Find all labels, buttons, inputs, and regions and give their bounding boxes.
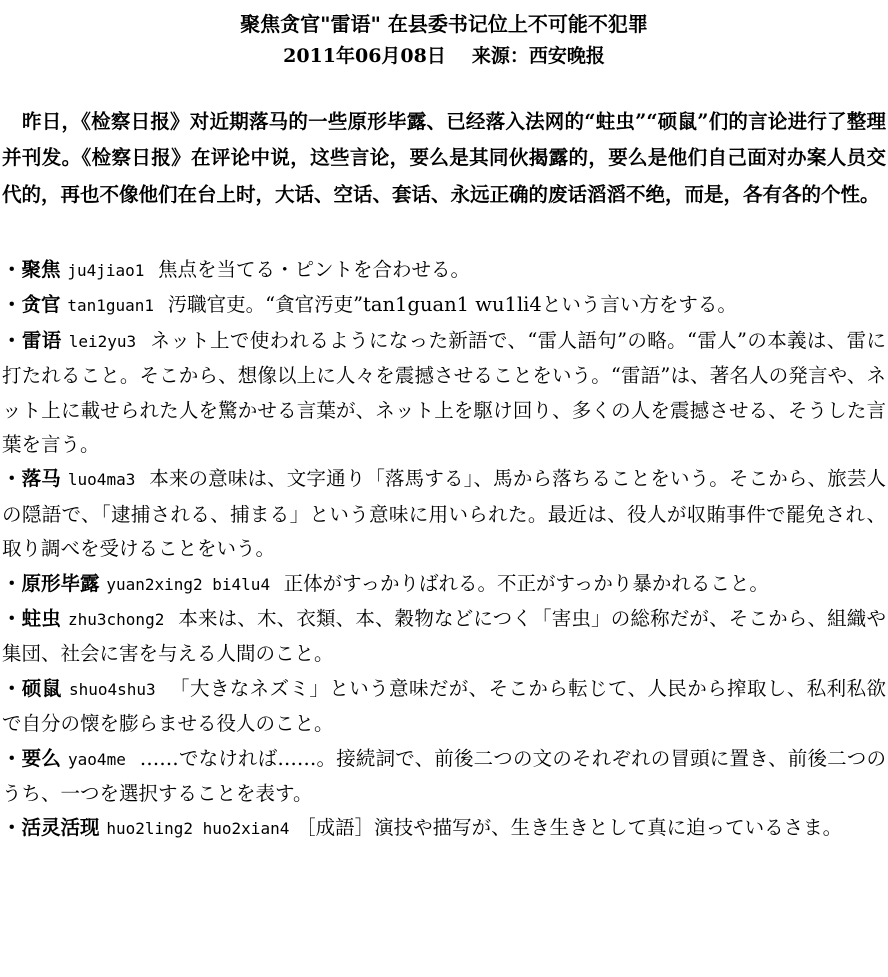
glossary-pinyin: yuan2xing2 bi4lu4	[106, 574, 271, 594]
glossary-pinyin: lei2yu3	[68, 331, 137, 351]
glossary-pinyin: ju4jiao1	[67, 260, 145, 280]
intro-paragraph: 昨日，《检察日报》对近期落马的一些原形毕露、已经落入法网的“蛀虫”“硕鼠”们的言论进行了整理并刊发。《检察日报》在评论中说，这些言论，要么是其同伙揭露的，要么是他们自己面对办案人员交代的，再也不像他们在台上时，大话、空话、套话、永远正确的废话滔滔不绝，而是，各有各的个性。	[2, 110, 886, 206]
glossary-entry-zhuchong	[2, 602, 886, 672]
glossary-term: ・硕鼠	[2, 676, 62, 700]
glossary-list	[0, 253, 888, 847]
glossary-term: ・蛀虫	[2, 606, 62, 630]
glossary-pinyin: huo2ling2 huo2xian4	[106, 819, 290, 839]
article-source: 来源：西安晚报	[471, 45, 605, 67]
glossary-entry-tanguan	[2, 288, 886, 323]
glossary-term: ・活灵活现	[2, 816, 100, 840]
glossary-definition: 「大きなネズミ」という意味だが、そこから転じて、人民から搾取し、私利私欲で自分の懐を膨らませる役人のこと。	[2, 676, 886, 736]
glossary-entry-yuanxingbilu	[2, 567, 886, 602]
glossary-entry-leiyu	[2, 324, 886, 463]
glossary-term: ・贪官	[2, 293, 61, 317]
glossary-term: ・原形毕露	[2, 571, 100, 595]
glossary-definition: 本来の意味は、文字通り「落馬する」、馬から落ちることをいう。そこから、旅芸人の隠語で、「逮捕される、捕まる」という意味に用いられた。最近は、役人が収賄事件で罷免され、取り調べを受けることをいう。	[2, 467, 886, 561]
glossary-entry-luoma	[2, 462, 886, 566]
glossary-pinyin: tan1guan1	[67, 296, 155, 316]
glossary-entry-yaome	[2, 742, 886, 812]
glossary-definition: ……でなければ……。接続詞で、前後二つの文のそれぞれの冒頭に置き、前後二つのうち、一つを選択することを表す。	[2, 746, 886, 805]
glossary-pinyin: shuo4shu3	[68, 679, 156, 699]
glossary-pinyin: luo4ma3	[67, 470, 136, 490]
glossary-pinyin: zhu3chong2	[68, 609, 165, 629]
article-header	[0, 0, 888, 72]
article-meta	[0, 40, 888, 72]
glossary-term: ・聚焦	[2, 257, 61, 281]
glossary-definition: ［成語］演技や描写が、生き生きとして真に迫っているさま。	[296, 816, 843, 840]
glossary-definition: ネット上で使われるようになった新語で、“雷人語句”の略。“雷人”の本義は、雷に打たれること。そこから、想像以上に人々を震撼させることをいう。“雷語”は、著名人の発言や、ネット上に載せられた人を驚かせる言葉が、ネット上を駆け回り、多くの人を震撼させる、そうした言葉を言う。	[2, 328, 886, 456]
glossary-entry-huolinghuoxian	[2, 811, 886, 846]
glossary-entry-shuoshu	[2, 672, 886, 742]
glossary-definition: 本来は、木、衣類、本、穀物などにつく「害虫」の総称だが、そこから、組織や集団、社会に害を与える人間のこと。	[2, 606, 886, 666]
glossary-definition: 汚職官吏。“貪官汚吏”tan1guan1 wu1li4という言い方をする。	[167, 293, 737, 317]
glossary-pinyin: yao4me	[68, 749, 126, 769]
glossary-definition: 焦点を当てる・ピントを合わせる。	[157, 257, 470, 281]
glossary-term: ・落马	[2, 467, 61, 491]
article-date: 2011年06月08日	[283, 45, 446, 67]
glossary-term: ・雷语	[2, 328, 62, 352]
glossary-entry-jujiao	[2, 253, 886, 288]
glossary-definition: 正体がすっかりばれる。不正がすっかり暴かれること。	[283, 571, 769, 595]
article-title: 聚焦贪官"雷语" 在县委书记位上不可能不犯罪	[240, 12, 648, 36]
glossary-term: ・要么	[2, 746, 62, 770]
